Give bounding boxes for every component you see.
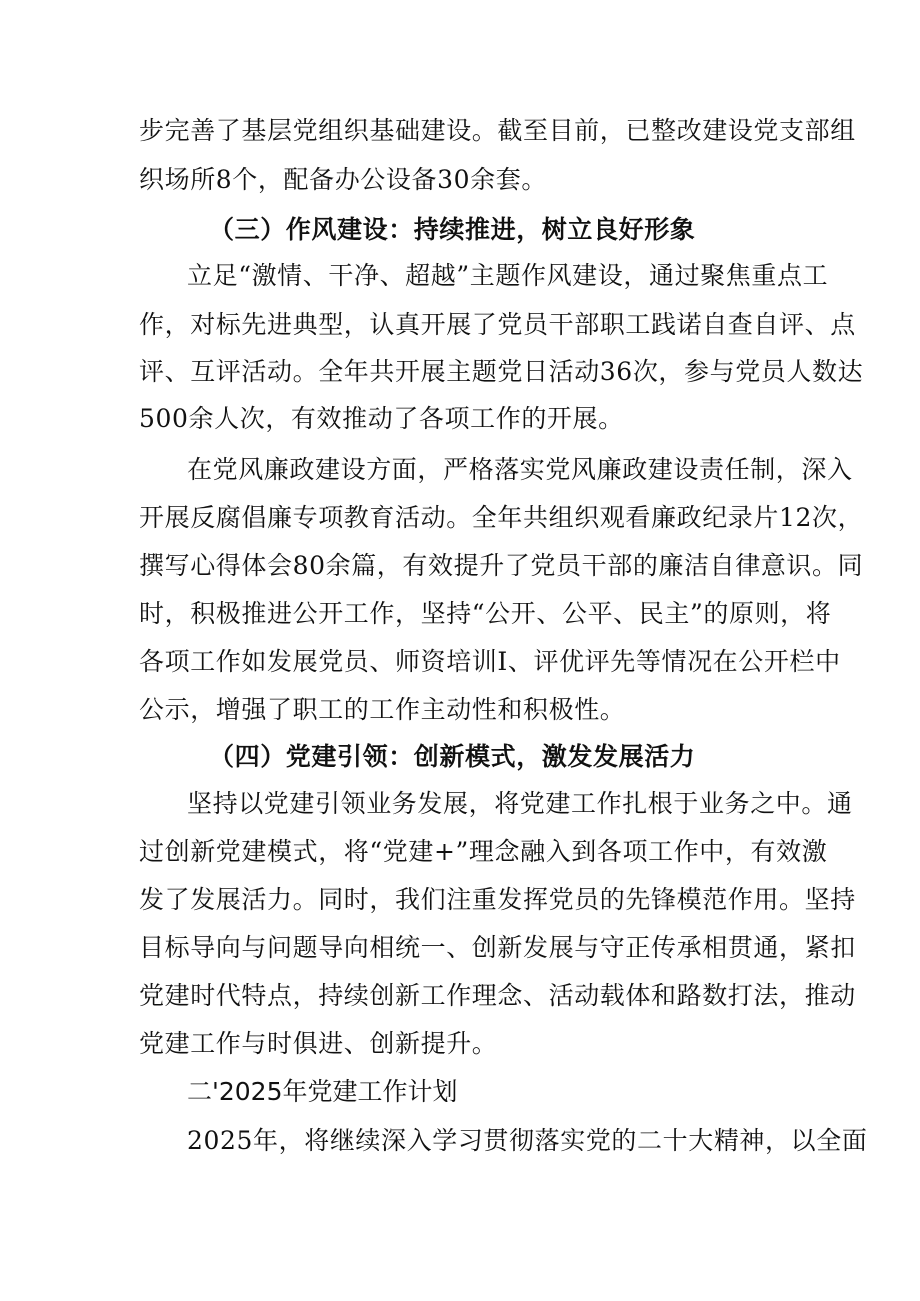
paragraph-line: 发了发展活力。同时，我们注重发挥党员的先锋模范作用。坚持 <box>139 885 856 914</box>
paragraph-line: 织场所8个，配备办公设备30余套。 <box>139 165 547 194</box>
paragraph-line: 评、互评活动。全年共开展主题党日活动36次，参与党员人数达 <box>139 357 864 386</box>
paragraph-line: 步完善了基层党组织基础建设。截至目前，已整改建设党支部组 <box>139 116 856 145</box>
paragraph-line: 目标导向与问题导向相统一、创新发展与守正传承相贯通，紧扣 <box>139 933 856 962</box>
paragraph-line: 2025年，将继续深入学习贯彻落实党的二十大精神，以全面 <box>187 1126 868 1155</box>
paragraph-line: 立足“激情、干净、超越”主题作风建设，通过聚焦重点工 <box>187 261 829 290</box>
paragraph-line: 撰写心得体会80余篇，有效提升了党员干部的廉洁自律意识。同 <box>139 551 864 580</box>
paragraph-line: 在党风廉政建设方面，严格落实党风廉政建设责任制，深入 <box>187 455 853 484</box>
paragraph-line: 各项工作如发展党员、师资培训I、评优评先等情况在公开栏中 <box>139 647 841 676</box>
paragraph-line: 党建工作与时俱进、创新提升。 <box>139 1029 498 1058</box>
paragraph-line: 坚持以党建引领业务发展，将党建工作扎根于业务之中。通 <box>187 789 853 818</box>
paragraph-line: 党建时代特点，持续创新工作理念、活动载体和路数打法，推动 <box>139 981 856 1010</box>
subheading-party-leadership: （四）党建引领：创新模式，激发发展活力 <box>209 742 696 771</box>
paragraph-line: 开展反腐倡廉专项教育活动。全年共组织观看廉政纪录片12次， <box>139 503 864 532</box>
paragraph-line: 时，积极推进公开工作，坚持“公开、公平、民主”的原则，将 <box>139 599 832 628</box>
section-title-2025-plan: 二'2025年党建工作计划 <box>187 1077 458 1106</box>
paragraph-line: 过创新党建模式，将“党建+”理念融入到各项工作中，有效激 <box>139 837 828 866</box>
subheading-work-style: （三）作风建设：持续推进，树立良好形象 <box>209 215 696 244</box>
paragraph-line: 作，对标先进典型，认真开展了党员干部职工践诺自查自评、点 <box>139 310 856 339</box>
paragraph-line: 500余人次，有效推动了各项工作的开展。 <box>139 404 624 433</box>
paragraph-line: 公示，增强了职工的工作主动性和积极性。 <box>139 695 626 724</box>
